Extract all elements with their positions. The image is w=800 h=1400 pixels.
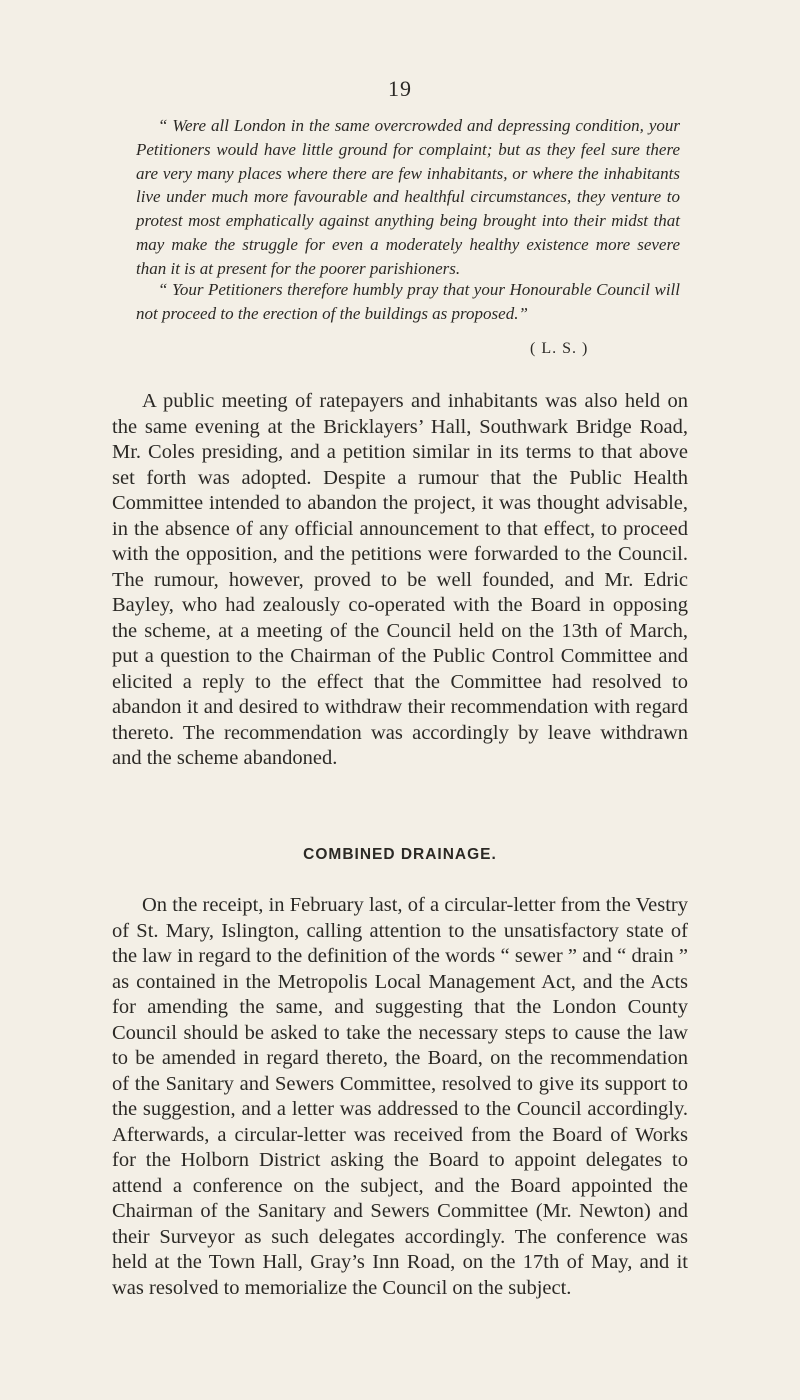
petition-quote-paragraph-1: “ Were all London in the same overcrowded and depressing condition, your Petitioners would have little ground for complaint; but as they feel sure there are very many places where there are few inhabitants, or where the inhabitants live under much more favourable and healthful circumstances, they venture to protest most emphatically against anything being brought into their midst that may make the struggle for even a moderately healthy existence more severe than it is at present for the poorer parishioners. [136, 116, 680, 278]
public-meeting-paragraph: A public meeting of ratepayers and inhabitants was also held on the same evening at the Bricklayers’ Hall, Southwark Bridge Road, Mr. Coles presiding, and a petition similar in its terms to that above set forth was adopted. Despite a rumour that the Public Health Committee intended to abandon the project, it was thought advisable, in the absence of any official announcement to that effect, to proceed with the opposition, and the petitions were forwarded to the Council. The rumour, however, proved to be well founded, and Mr. Edric Bayley, who had zealously co-operated with the Board in opposing the scheme, at a meeting of the Council held on the 13th of March, put a question to the Chairman of the Public Control Committee and elicited a reply to the effect that the Committee had resolved to abandon it and desired to withdraw their recommendation with regard thereto. The recommendation was accordingly by leave withdrawn and the scheme abandoned. [112, 390, 688, 769]
seal-mark: ( L. S. ) [530, 340, 589, 357]
petition-quote-paragraph-2: “ Your Petitioners therefore humbly pray that your Honourable Council will not proceed to the erection of the buildings as proposed.” [136, 280, 680, 323]
section-heading: COMBINED DRAINAGE. [303, 846, 497, 863]
page-number: 19 [388, 76, 412, 101]
combined-drainage-paragraph: On the receipt, in February last, of a circular-letter from the Vestry of St. Mary, Islington, calling attention to the unsatisfactory state of the law in regard to the definition of the words “ sewer ” and “ drain ” as contained in the Metropolis Local Management Act, and the Acts for amending the same, and suggesting that the London County Council should be asked to take the necessary steps to cause the law to be amended in regard thereto, the Board, on the recommendation of the Sanitary and Sewers Committee, resolved to give its support to the suggestion, and a letter was addressed to the Council accordingly. Afterwards, a circular-letter was received from the Board of Works for the Holborn District asking the Board to appoint delegates to attend a conference on the subject, and the Board appointed the Chairman of the Sanitary and Sewers Committee (Mr. Newton) and their Surveyor as such delegates accordingly. The conference was held at the Town Hall, Gray’s Inn Road, on the 17th of May, and it was resolved to memorialize the Council on the subject. [112, 894, 688, 1299]
